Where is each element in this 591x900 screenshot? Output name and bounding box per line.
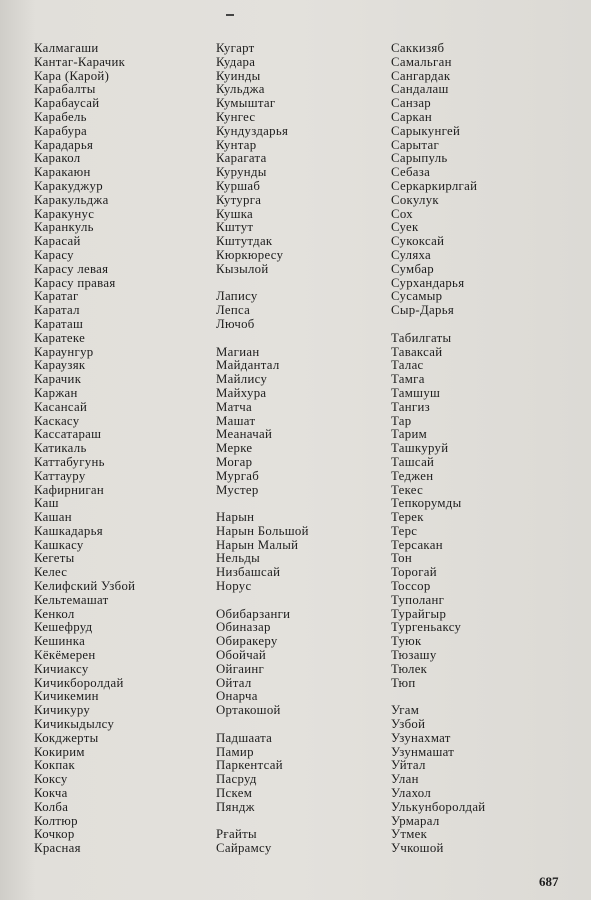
word-entry: Сусамыр	[391, 289, 443, 304]
word-entry: Себаза	[391, 165, 431, 180]
word-entry: Каракол	[34, 151, 81, 166]
word-entry: Уйтал	[391, 758, 426, 773]
word-entry: Узунахмат	[391, 730, 451, 745]
word-entry: Талас	[391, 358, 424, 373]
word-entry: Узбой	[391, 717, 426, 732]
word-entry: Кунтар	[216, 137, 257, 152]
word-entry: Каратал	[34, 303, 80, 318]
word-entry: Саркан	[391, 109, 432, 124]
word-entry: Кичикуру	[34, 703, 91, 718]
word-entry: Сайрамсу	[216, 841, 272, 856]
word-entry: Мустер	[216, 482, 259, 497]
word-entry: Туполанг	[391, 592, 445, 607]
word-column-1	[34, 42, 209, 856]
word-entry: Теджен	[391, 468, 434, 483]
word-entry: Коксу	[34, 772, 68, 787]
word-entry: Кокирим	[34, 744, 85, 759]
word-entry: Карабель	[34, 109, 87, 124]
word-entry: Курунды	[216, 165, 267, 180]
word-entry	[216, 277, 391, 291]
word-entry: Каратеке	[34, 330, 86, 345]
word-entry	[216, 815, 391, 829]
word-entry	[216, 332, 391, 346]
word-entry: Кокджерты	[34, 730, 99, 745]
word-entry: Кштут	[216, 220, 254, 235]
word-entry: Кашкадарья	[34, 523, 103, 538]
word-entry: Кегеты	[34, 551, 75, 566]
word-entry: Ташкуруй	[391, 441, 449, 456]
word-entry: Тарим	[391, 427, 428, 442]
word-entry: Караузяк	[34, 358, 86, 373]
word-entry: Пяндж	[216, 799, 255, 814]
word-entry: Паркентсай	[216, 758, 283, 773]
word-entry: Карабалты	[34, 82, 96, 97]
word-entry: Кугарт	[216, 41, 255, 55]
word-entry: Сарыпуль	[391, 151, 448, 166]
word-entry: Кассатараш	[34, 427, 102, 442]
word-entry: Тар	[391, 413, 412, 428]
word-entry: Караунгур	[34, 344, 94, 359]
word-entry: Куршаб	[216, 178, 261, 193]
word-entry	[216, 594, 391, 608]
word-entry: Сукоксай	[391, 234, 445, 249]
word-entry: Келифский Узбой	[34, 579, 136, 594]
word-entry: Тюлек	[391, 661, 428, 676]
word-entry: Сокулук	[391, 192, 439, 207]
word-entry: Келес	[34, 565, 68, 580]
word-entry: Угам	[391, 703, 420, 718]
word-entry: Кунгес	[216, 109, 256, 124]
word-entry: Касансай	[34, 399, 88, 414]
word-entry	[216, 497, 391, 511]
word-entry: Кешефруд	[34, 620, 93, 635]
word-entry: Кашкасу	[34, 537, 84, 552]
word-entry: Карачик	[34, 372, 82, 387]
word-entry: Тюзашу	[391, 648, 437, 663]
header-dash	[226, 14, 234, 16]
word-entry: Текес	[391, 482, 424, 497]
word-entry: Каттабугунь	[34, 454, 105, 469]
word-entry: Серкаркирлгай	[391, 178, 478, 193]
word-entry: Мургаб	[216, 468, 260, 483]
word-entry: Колба	[34, 799, 69, 814]
word-entry: Сарытаг	[391, 137, 439, 152]
word-entry: Табилгаты	[391, 330, 452, 345]
word-entry	[391, 690, 566, 704]
word-entry: Сох	[391, 206, 413, 221]
word-entry: Кочкор	[34, 827, 75, 842]
word-entry: Кешинка	[34, 634, 86, 649]
word-entry: Обиназар	[216, 620, 271, 635]
word-entry: Нельды	[216, 551, 261, 566]
word-entry: Колтюр	[34, 813, 78, 828]
word-entry: Карабура	[34, 123, 88, 138]
word-entry: Пскем	[216, 786, 253, 801]
word-entry: Каранкуль	[34, 220, 94, 235]
word-entry: Могар	[216, 454, 253, 469]
word-entry: Обиракеру	[216, 634, 278, 649]
word-entry: Кокпак	[34, 758, 76, 773]
word-entry: Карасу правая	[34, 275, 116, 290]
word-entry: Кульджа	[216, 82, 265, 97]
word-entry	[391, 318, 566, 332]
word-entry: Памир	[216, 744, 254, 759]
word-entry: Ташсай	[391, 454, 435, 469]
word-entry: Торогай	[391, 565, 437, 580]
word-entry: Каржан	[34, 385, 78, 400]
word-entry: Кенкол	[34, 606, 75, 621]
word-entry: Ортакошой	[216, 703, 281, 718]
word-entry: Кокча	[34, 786, 68, 801]
word-entry: Лючоб	[216, 316, 255, 331]
word-entry: Меаначай	[216, 427, 273, 442]
word-entry: Кушка	[216, 206, 254, 221]
word-entry: Тюп	[391, 675, 416, 690]
word-entry: Сумбар	[391, 261, 434, 276]
word-entry: Кудара	[216, 54, 256, 69]
word-entry: Кара (Карой)	[34, 68, 110, 83]
word-entry: Кёкёмерен	[34, 648, 96, 663]
word-entry: Кантаг-Карачик	[34, 54, 126, 69]
word-entry: Урмарал	[391, 813, 440, 828]
word-entry: Сурхандарья	[391, 275, 465, 290]
word-entry: Онарча	[216, 689, 258, 704]
word-entry: Улан	[391, 772, 419, 787]
word-entry: Каскасу	[34, 413, 80, 428]
word-entry: Тон	[391, 551, 413, 566]
page-number: 687	[539, 874, 559, 889]
word-entry: Каракуджур	[34, 178, 103, 193]
word-entry: Терс	[391, 523, 418, 538]
word-entry: Норус	[216, 579, 252, 594]
word-entry: Кашан	[34, 510, 72, 525]
word-entry: Каракульджа	[34, 192, 109, 207]
word-entry: Сангардак	[391, 68, 451, 83]
word-entry: Узунмашат	[391, 744, 455, 759]
word-entry: Обойчай	[216, 648, 267, 663]
word-entry: Карабаусай	[34, 96, 100, 111]
word-entry: Каш	[34, 496, 59, 511]
word-entry: Караташ	[34, 316, 84, 331]
word-entry: Учкошой	[391, 841, 444, 856]
word-entry: Тургеньаксу	[391, 620, 462, 635]
word-entry: Кельтемашат	[34, 592, 109, 607]
word-entry: Обибарзанги	[216, 606, 291, 621]
word-entry: Кштутдак	[216, 234, 273, 249]
word-entry: Кичикыдылсу	[34, 717, 115, 732]
word-entry: Карагата	[216, 151, 267, 166]
word-entry: Таваксай	[391, 344, 443, 359]
word-entry: Карасай	[34, 234, 81, 249]
word-entry: Карасу левая	[34, 261, 109, 276]
word-entry: Кафирниган	[34, 482, 105, 497]
word-entry: Нарын Малый	[216, 537, 299, 552]
word-entry: Лапису	[216, 289, 258, 304]
word-entry: Майхура	[216, 385, 267, 400]
word-entry: Кичикбоpoлдай	[34, 675, 124, 690]
word-entry: Тамга	[391, 372, 425, 387]
word-entry: Кюркюресу	[216, 247, 284, 262]
word-entry: Суек	[391, 220, 419, 235]
word-entry: Кундуздарья	[216, 123, 289, 138]
word-entry: Улахол	[391, 786, 432, 801]
word-entry: Тоссор	[391, 579, 431, 594]
word-entry: Кумыштаг	[216, 96, 276, 111]
word-column-2	[216, 42, 391, 856]
word-entry: Ойтал	[216, 675, 252, 690]
word-entry: Сыр-Дарья	[391, 303, 455, 318]
word-entry: Калмагаши	[34, 41, 99, 55]
word-entry: Лепса	[216, 303, 251, 318]
word-entry: Сандалаш	[391, 82, 449, 97]
word-entry: Нарын	[216, 510, 255, 525]
word-entry: Суляха	[391, 247, 432, 262]
word-entry	[216, 718, 391, 732]
word-entry: Тангиз	[391, 399, 430, 414]
word-entry: Кызылой	[216, 261, 269, 276]
word-entry: Терсакан	[391, 537, 443, 552]
word-entry: Машат	[216, 413, 256, 428]
word-entry: Карадарья	[34, 137, 94, 152]
word-entry: Туюк	[391, 634, 422, 649]
word-column-3	[391, 42, 566, 856]
word-entry: Майдантал	[216, 358, 280, 373]
word-entry: Кичикемин	[34, 689, 99, 704]
word-entry: Санзар	[391, 96, 431, 111]
word-entry: Каракаюн	[34, 165, 91, 180]
word-entry: Самальган	[391, 54, 452, 69]
word-entry: Пасруд	[216, 772, 257, 787]
word-entry: Куинды	[216, 68, 261, 83]
word-entry: Катикаль	[34, 441, 87, 456]
word-entry: Каратаг	[34, 289, 79, 304]
word-entry: Тепкорумды	[391, 496, 462, 511]
word-entry: Майлису	[216, 372, 268, 387]
word-entry: Падшаата	[216, 730, 273, 745]
word-entry: Карасу	[34, 247, 74, 262]
word-entry: Кичиаксу	[34, 661, 89, 676]
word-entry: Каракунус	[34, 206, 95, 221]
word-entry: Красная	[34, 841, 81, 856]
word-entry: Ойгаинг	[216, 661, 265, 676]
word-entry: Мерке	[216, 441, 253, 456]
word-entry: Улькунбоpoлдай	[391, 799, 486, 814]
word-entry: Саккизяб	[391, 41, 445, 55]
word-entry: Каттауру	[34, 468, 86, 483]
word-entry: Турайгыр	[391, 606, 447, 621]
word-entry: Низбашсай	[216, 565, 281, 580]
word-entry: Матча	[216, 399, 252, 414]
word-entry: Рғайты	[216, 827, 257, 842]
word-entry: Кутурга	[216, 192, 262, 207]
word-entry: Терек	[391, 510, 424, 525]
word-entry: Магиан	[216, 344, 260, 359]
word-entry: Сарыкунгей	[391, 123, 461, 138]
word-entry: Утмек	[391, 827, 428, 842]
word-entry: Тамшуш	[391, 385, 441, 400]
word-entry: Нарын Большой	[216, 523, 309, 538]
